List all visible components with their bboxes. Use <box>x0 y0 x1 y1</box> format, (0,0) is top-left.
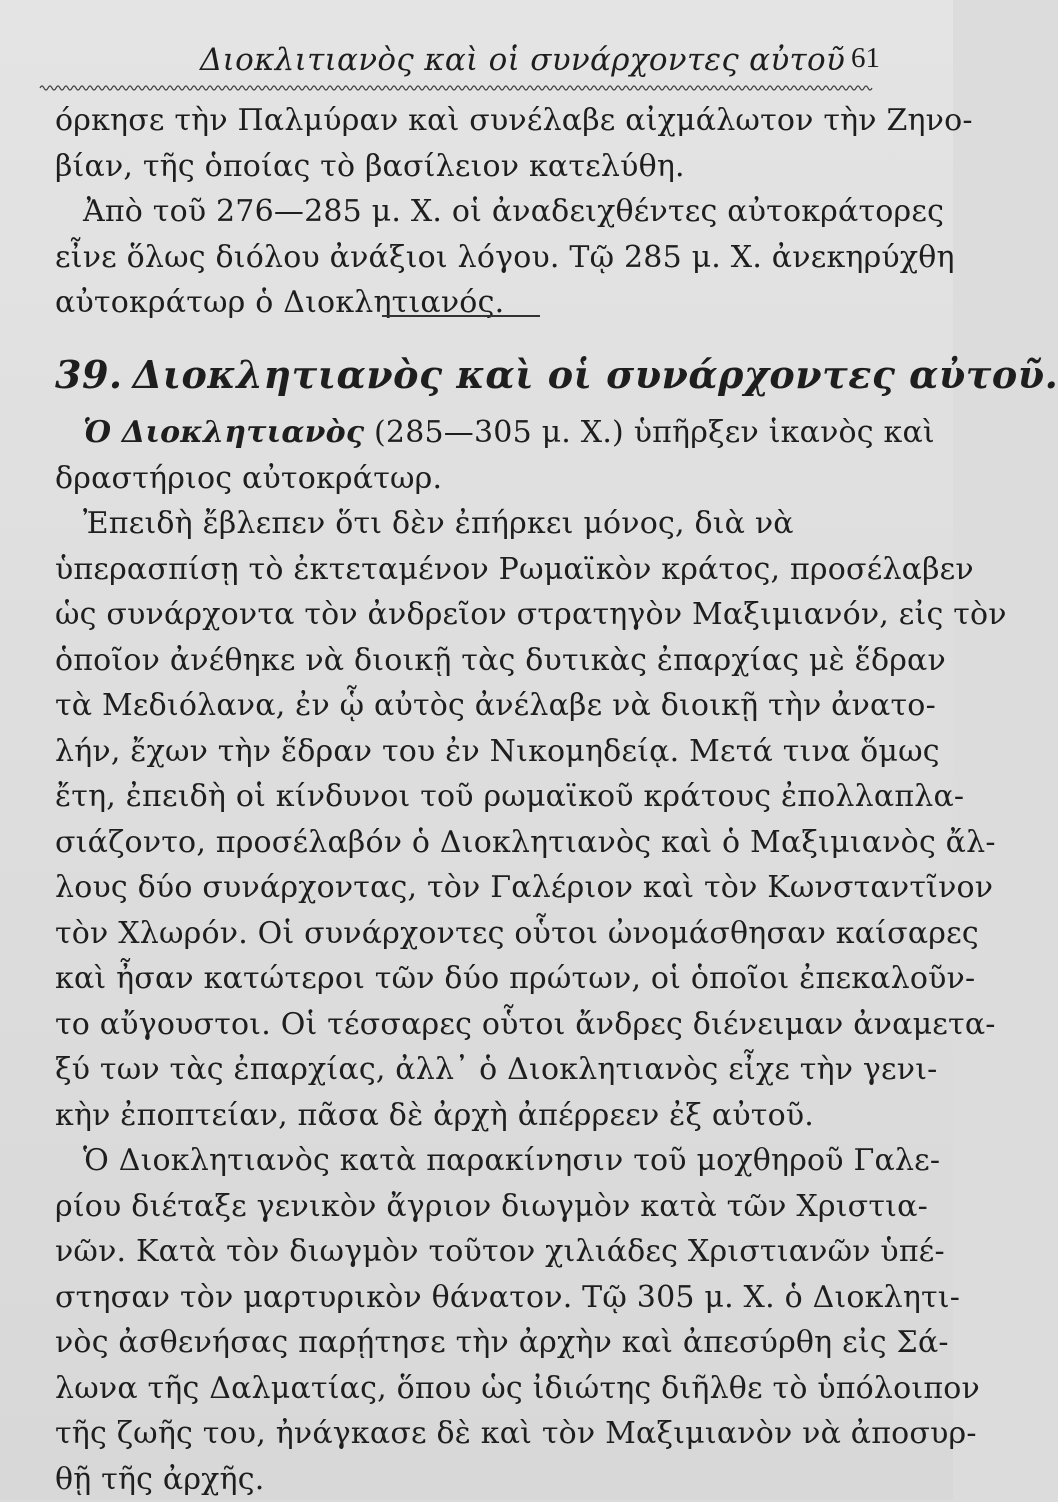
running-title: Διοκλιτιανὸς καὶ οἱ συνάρχοντες αὐτοῦ <box>200 42 845 78</box>
text-line: στησαν τὸν μαρτυρικὸν θάνατον. Τῷ 305 μ. Χ. ὁ Διοκλητι- <box>55 1275 870 1321</box>
text-line: ὡς συνάρχοντα τὸν ἀνδρεῖον στρατηγὸν Μαξιμιανόν, εἰς τὸν <box>55 592 870 638</box>
text-line: ὁποῖον ἀνέθηκε νὰ διοικῇ τὰς δυτικὰς ἐπαρχίας μὲ ἕδραν <box>55 638 870 684</box>
intro-paragraphs <box>55 98 870 326</box>
text-line: Ἐπειδὴ ἔβλεπεν ὅτι δὲν ἐπήρκει μόνος, διὰ νὰ <box>55 501 870 547</box>
text-span: (285—305 μ. Χ.) ὑπῆρξεν ἱκανὸς καὶ <box>364 415 935 450</box>
text-line: ρίου διέταξε γενικὸν ἄγριον διωγμὸν κατὰ τῶν Χριστια- <box>55 1184 870 1230</box>
text-line: κὴν ἐποπτείαν, πᾶσα δὲ ἀρχὴ ἀπέρρεεν ἐξ αὐτοῦ. <box>55 1093 870 1139</box>
text-line: ἔτη, ἐπειδὴ οἱ κίνδυνοι τοῦ ρωμαϊκοῦ κράτους ἐπολλαπλα- <box>55 774 870 820</box>
section-separator <box>382 315 540 317</box>
section-number: 39. <box>55 352 123 397</box>
text-line: νὸς ἀσθενήσας παρῄτησε τὴν ἀρχὴν καὶ ἀπεσύρθη εἰς Σά- <box>55 1320 870 1366</box>
text-line: λωνα τῆς Δαλματίας, ὅπου ὡς ἰδιώτης διῆλθε τὸ ὑπόλοιπον <box>55 1366 870 1412</box>
section-body <box>55 410 870 1502</box>
text-line: Ὁ Διοκλητιανὸς κατὰ παρακίνησιν τοῦ μοχθηροῦ Γαλε- <box>55 1138 870 1184</box>
text-line: θῇ τῆς ἀρχῆς. <box>55 1457 870 1502</box>
text-line: όρκησε τὴν Παλμύραν καὶ συνέλαβε αἰχμάλωτον τὴν Ζηνο- <box>55 98 870 144</box>
text-line: σιάζοντο, προσέλαβόν ὁ Διοκλητιανὸς καὶ ὁ Μαξιμιανὸς ἄλ- <box>55 820 870 866</box>
page-header <box>50 38 880 82</box>
text-line: τὸν Χλωρόν. Οἱ συνάρχοντες οὗτοι ὠνομάσθησαν καίσαρες <box>55 911 870 957</box>
header-wavy-rule <box>40 82 872 94</box>
section-title: Διοκλητιανὸς καὶ οἱ συνάρχοντες αὐτοῦ. <box>133 352 1058 397</box>
text-line: λους δύο συνάρχοντας, τὸν Γαλέριον καὶ τὸν Κωνσταντῖνον <box>55 865 870 911</box>
text-line: καὶ ἦσαν κατώτεροι τῶν δύο πρώτων, οἱ ὁποῖοι ἐπεκαλοῦν- <box>55 956 870 1002</box>
text-line: τὰ Μεδιόλανα, ἐν ᾧ αὐτὸς ἀνέλαβε νὰ διοικῇ τὴν ἀνατο- <box>55 683 870 729</box>
text-line: ὑπερασπίσῃ τὸ ἐκτεταμένον Ρωμαϊκὸν κράτος, προσέλαβεν <box>55 547 870 593</box>
text-line: τῆς ζωῆς του, ἠνάγκασε δὲ καὶ τὸν Μαξιμιανὸν νὰ ἀποσυρ- <box>55 1411 870 1457</box>
text-line <box>55 410 870 456</box>
text-line: αὐτοκράτωρ ὁ Διοκλητιανός. <box>55 280 870 326</box>
text-line: Ἀπὸ τοῦ 276—285 μ. Χ. οἱ ἀναδειχθέντες αὐτοκράτορες <box>55 189 870 235</box>
text-line: το αὔγουστοι. Οἱ τέσσαρες οὗτοι ἄνδρες διένειμαν ἀναμετα- <box>55 1002 870 1048</box>
text-line: νῶν. Κατὰ τὸν διωγμὸν τοῦτον χιλιάδες Χριστιανῶν ὑπέ- <box>55 1229 870 1275</box>
page-number: 61 <box>851 42 880 75</box>
text-line: δραστήριος αὐτοκράτωρ. <box>55 456 870 502</box>
section-heading <box>55 352 875 397</box>
emphasized-name: Ὁ Διοκλητιανὸς <box>83 415 364 450</box>
text-line: εἶνε ὅλως διόλου ἀνάξιοι λόγου. Τῷ 285 μ. Χ. ἀνεκηρύχθη <box>55 235 870 281</box>
text-line: βίαν, τῆς ὁποίας τὸ βασίλειον κατελύθη. <box>55 144 870 190</box>
text-line: λήν, ἔχων τὴν ἕδραν του ἐν Νικομηδείᾳ. Μετά τινα ὅμως <box>55 729 870 775</box>
text-line: ξύ των τὰς ἐπαρχίας, ἀλλ᾽ ὁ Διοκλητιανὸς εἶχε τὴν γενι- <box>55 1047 870 1093</box>
